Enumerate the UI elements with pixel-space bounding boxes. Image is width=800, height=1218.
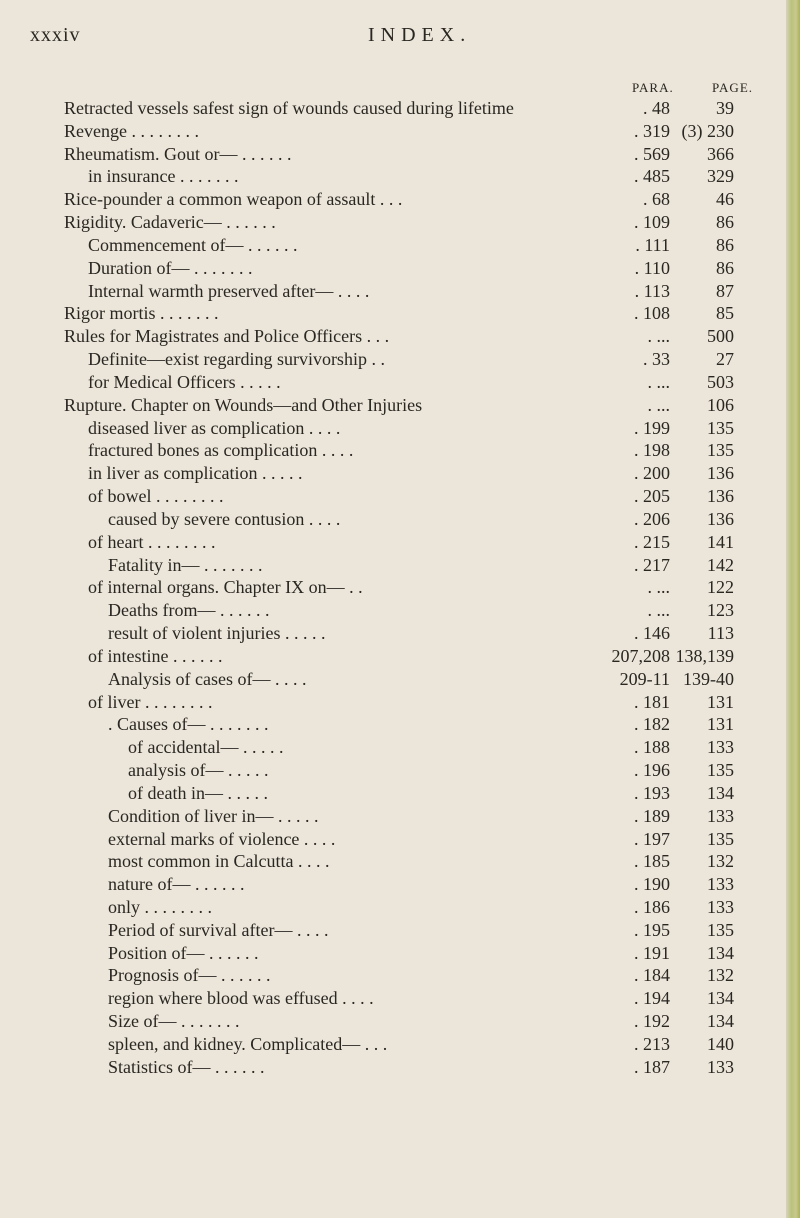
entry-para: . 68 [643, 189, 670, 210]
index-entry [0, 462, 800, 485]
entry-para: 209-11 [619, 668, 670, 689]
entry-para: . 113 [634, 280, 670, 301]
entry-para: . 205 [634, 486, 670, 507]
entry-para: . 48 [643, 98, 670, 118]
index-entry [0, 348, 800, 371]
entry-page: 366 [707, 143, 734, 164]
index-entry [0, 508, 800, 531]
entry-label: nature of— . . . . . . [108, 874, 245, 895]
entry-para: . 108 [634, 303, 670, 324]
entry-label: of internal organs. Chapter IX on— . . [88, 577, 363, 598]
entry-label: Rigidity. Cadaveric— . . . . . . [64, 212, 276, 233]
entry-para: . ... [647, 326, 670, 347]
entry-label: of bowel . . . . . . . . [88, 486, 224, 507]
index-entry [0, 554, 800, 577]
entry-label: of accidental— . . . . . [128, 737, 284, 758]
entry-para: . 198 [634, 440, 670, 461]
entry-label: analysis of— . . . . . [128, 760, 269, 781]
entry-para: . 33 [643, 349, 670, 370]
entry-page: 86 [716, 257, 734, 278]
index-entry [0, 234, 800, 257]
entry-para: . 195 [634, 919, 670, 940]
index-entry [0, 371, 800, 394]
entry-label: fractured bones as complication . . . . [88, 440, 354, 461]
entry-page: 46 [716, 189, 734, 210]
index-entry [0, 97, 800, 120]
entry-page: 132 [707, 965, 734, 986]
entry-para: . 189 [634, 805, 670, 826]
entry-para: . 185 [634, 851, 670, 872]
entry-page: 136 [707, 486, 734, 507]
entry-label: only . . . . . . . . [108, 896, 213, 917]
index-entry [0, 668, 800, 691]
entry-label: of liver . . . . . . . . [88, 691, 213, 712]
index-entry [0, 165, 800, 188]
index-entry [0, 439, 800, 462]
entry-label: of intestine . . . . . . [88, 645, 223, 666]
index-entry [0, 964, 800, 987]
entry-label: Condition of liver in— . . . . . [108, 805, 319, 826]
entry-label: Statistics of— . . . . . . [108, 1056, 265, 1077]
entry-label: caused by severe contusion . . . . [108, 508, 341, 529]
entry-page: 133 [707, 896, 734, 917]
entry-para: . 110 [634, 257, 670, 278]
entry-page: 500 [707, 326, 734, 347]
entry-label: Period of survival after— . . . . [108, 919, 329, 940]
index-entry [0, 120, 800, 143]
entry-label: region where blood was effused . . . . [108, 988, 374, 1009]
index-entry [0, 691, 800, 714]
index-entry [0, 211, 800, 234]
entry-label: Rules for Magistrates and Police Officers . . . [64, 326, 390, 347]
index-entry [0, 873, 800, 896]
entry-page: 136 [707, 463, 734, 484]
index-entries [0, 97, 800, 1079]
entry-page: 135 [707, 440, 734, 461]
index-entry [0, 417, 800, 440]
entry-label: Prognosis of— . . . . . . [108, 965, 271, 986]
entry-label: Deaths from— . . . . . . [108, 600, 270, 621]
entry-label: result of violent injuries . . . . . [108, 623, 326, 644]
index-entry [0, 759, 800, 782]
entry-para: . 146 [634, 623, 670, 644]
entry-label: Rheumatism. Gout or— . . . . . . [64, 143, 292, 164]
index-entry [0, 302, 800, 325]
entry-para: . 569 [634, 143, 670, 164]
entry-para: . 188 [634, 737, 670, 758]
entry-para: . 200 [634, 463, 670, 484]
entry-para: . 193 [634, 782, 670, 803]
entry-para: . ... [647, 371, 670, 392]
entry-page: 86 [716, 212, 734, 233]
entry-para: 207,208 [611, 645, 670, 666]
entry-label: in insurance . . . . . . . [88, 166, 239, 187]
entry-page: 135 [707, 919, 734, 940]
entry-page: 142 [707, 554, 734, 575]
index-entry [0, 622, 800, 645]
index-entry [0, 188, 800, 211]
entry-page: 134 [707, 942, 734, 963]
index-entry [0, 325, 800, 348]
entry-page: 133 [707, 805, 734, 826]
entry-page: 131 [707, 714, 734, 735]
entry-label: Size of— . . . . . . . [108, 1011, 240, 1032]
entry-label: Definite—exist regarding survivorship . . [88, 349, 385, 370]
index-entry [0, 576, 800, 599]
entry-label: spleen, and kidney. Complicated— . . . [108, 1033, 388, 1054]
entry-para: . 197 [634, 828, 670, 849]
entry-page: 87 [716, 280, 734, 301]
index-entry [0, 850, 800, 873]
entry-para: . 192 [634, 1011, 670, 1032]
index-entry [0, 645, 800, 668]
entry-para: . 213 [634, 1033, 670, 1054]
entry-page: 133 [707, 1056, 734, 1077]
entry-page: 131 [707, 691, 734, 712]
entry-para: . 217 [634, 554, 670, 575]
index-entry [0, 987, 800, 1010]
entry-label: Rigor mortis . . . . . . . [64, 303, 219, 324]
index-entry [0, 599, 800, 622]
entry-page: 27 [716, 349, 734, 370]
index-entry [0, 942, 800, 965]
entry-para: . ... [647, 600, 670, 621]
page-title: INDEX. [368, 24, 472, 46]
entry-label: Fatality in— . . . . . . . [108, 554, 263, 575]
entry-page: 134 [707, 1011, 734, 1032]
entry-page: 133 [707, 737, 734, 758]
page-column-header: PAGE. [712, 80, 754, 95]
book-edge [786, 0, 800, 1218]
entry-label: Internal warmth preserved after— . . . . [88, 280, 370, 301]
entry-page: 136 [707, 508, 734, 529]
entry-label: in liver as complication . . . . . [88, 463, 303, 484]
entry-para: . 206 [634, 508, 670, 529]
entry-label: Retracted vessels safest sign of wounds caused during lifetime [64, 98, 514, 118]
entry-label: Revenge . . . . . . . . [64, 120, 199, 141]
index-entry [0, 1056, 800, 1079]
entry-page: 133 [707, 874, 734, 895]
entry-label: Rupture. Chapter on Wounds—and Other Injuries [64, 394, 423, 415]
entry-page: 122 [707, 577, 734, 598]
entry-para: . ... [647, 577, 670, 598]
page-number-roman: xxxiv [30, 24, 81, 46]
entry-para: . 199 [634, 417, 670, 438]
entry-page: 138,139 [675, 645, 734, 666]
entry-page: 39 [716, 98, 734, 118]
index-entry [0, 828, 800, 851]
entry-page: 86 [716, 234, 734, 255]
index-entry [0, 531, 800, 554]
index-entry [0, 713, 800, 736]
entry-para: . 111 [635, 234, 670, 255]
index-entry [0, 805, 800, 828]
entry-label: . Causes of— . . . . . . . [108, 714, 269, 735]
entry-para: . 187 [634, 1056, 670, 1077]
entry-label: of death in— . . . . . [128, 782, 268, 803]
entry-page: 123 [707, 600, 734, 621]
entry-label: Rice-pounder a common weapon of assault . . . [64, 189, 403, 210]
index-entry [0, 394, 800, 417]
entry-para: . 184 [634, 965, 670, 986]
entry-para: . 215 [634, 531, 670, 552]
entry-page: 134 [707, 988, 734, 1009]
para-column-header: PARA. [632, 80, 674, 95]
entry-page: 329 [707, 166, 734, 187]
index-entry [0, 1033, 800, 1056]
entry-para: . 182 [634, 714, 670, 735]
entry-para: . 319 [634, 120, 670, 141]
entry-page: 85 [716, 303, 734, 324]
entry-para: . ... [647, 394, 670, 415]
entry-page: 106 [707, 394, 734, 415]
index-entry [0, 143, 800, 166]
index-entry [0, 782, 800, 805]
entry-para: . 485 [634, 166, 670, 187]
entry-page: 134 [707, 782, 734, 803]
entry-page: 132 [707, 851, 734, 872]
entry-para: . 186 [634, 896, 670, 917]
entry-page: 140 [707, 1033, 734, 1054]
entry-label: Commencement of— . . . . . . [88, 234, 298, 255]
entry-label: diseased liver as complication . . . . [88, 417, 341, 438]
entry-page: 139-40 [683, 668, 734, 689]
index-entry [0, 896, 800, 919]
entry-page: 135 [707, 760, 734, 781]
entry-label: most common in Calcutta . . . . [108, 851, 330, 872]
index-entry [0, 736, 800, 759]
entry-page: 141 [707, 531, 734, 552]
index-entry [0, 257, 800, 280]
index-entry [0, 280, 800, 303]
entry-label: Analysis of cases of— . . . . [108, 668, 307, 689]
entry-page: (3) 230 [681, 120, 734, 141]
entry-para: . 191 [634, 942, 670, 963]
entry-page: 113 [707, 623, 734, 644]
entry-para: . 190 [634, 874, 670, 895]
index-entry [0, 485, 800, 508]
entry-label: external marks of violence . . . . [108, 828, 336, 849]
entry-page: 503 [707, 371, 734, 392]
entry-label: for Medical Officers . . . . . [88, 371, 281, 392]
entry-label: Position of— . . . . . . [108, 942, 259, 963]
entry-para: . 109 [634, 212, 670, 233]
entry-para: . 181 [634, 691, 670, 712]
entry-page: 135 [707, 417, 734, 438]
entry-para: . 194 [634, 988, 670, 1009]
index-entry [0, 1010, 800, 1033]
entry-label: of heart . . . . . . . . [88, 531, 216, 552]
entry-label: Duration of— . . . . . . . [88, 257, 253, 278]
index-entry [0, 919, 800, 942]
entry-page: 135 [707, 828, 734, 849]
entry-para: . 196 [634, 760, 670, 781]
